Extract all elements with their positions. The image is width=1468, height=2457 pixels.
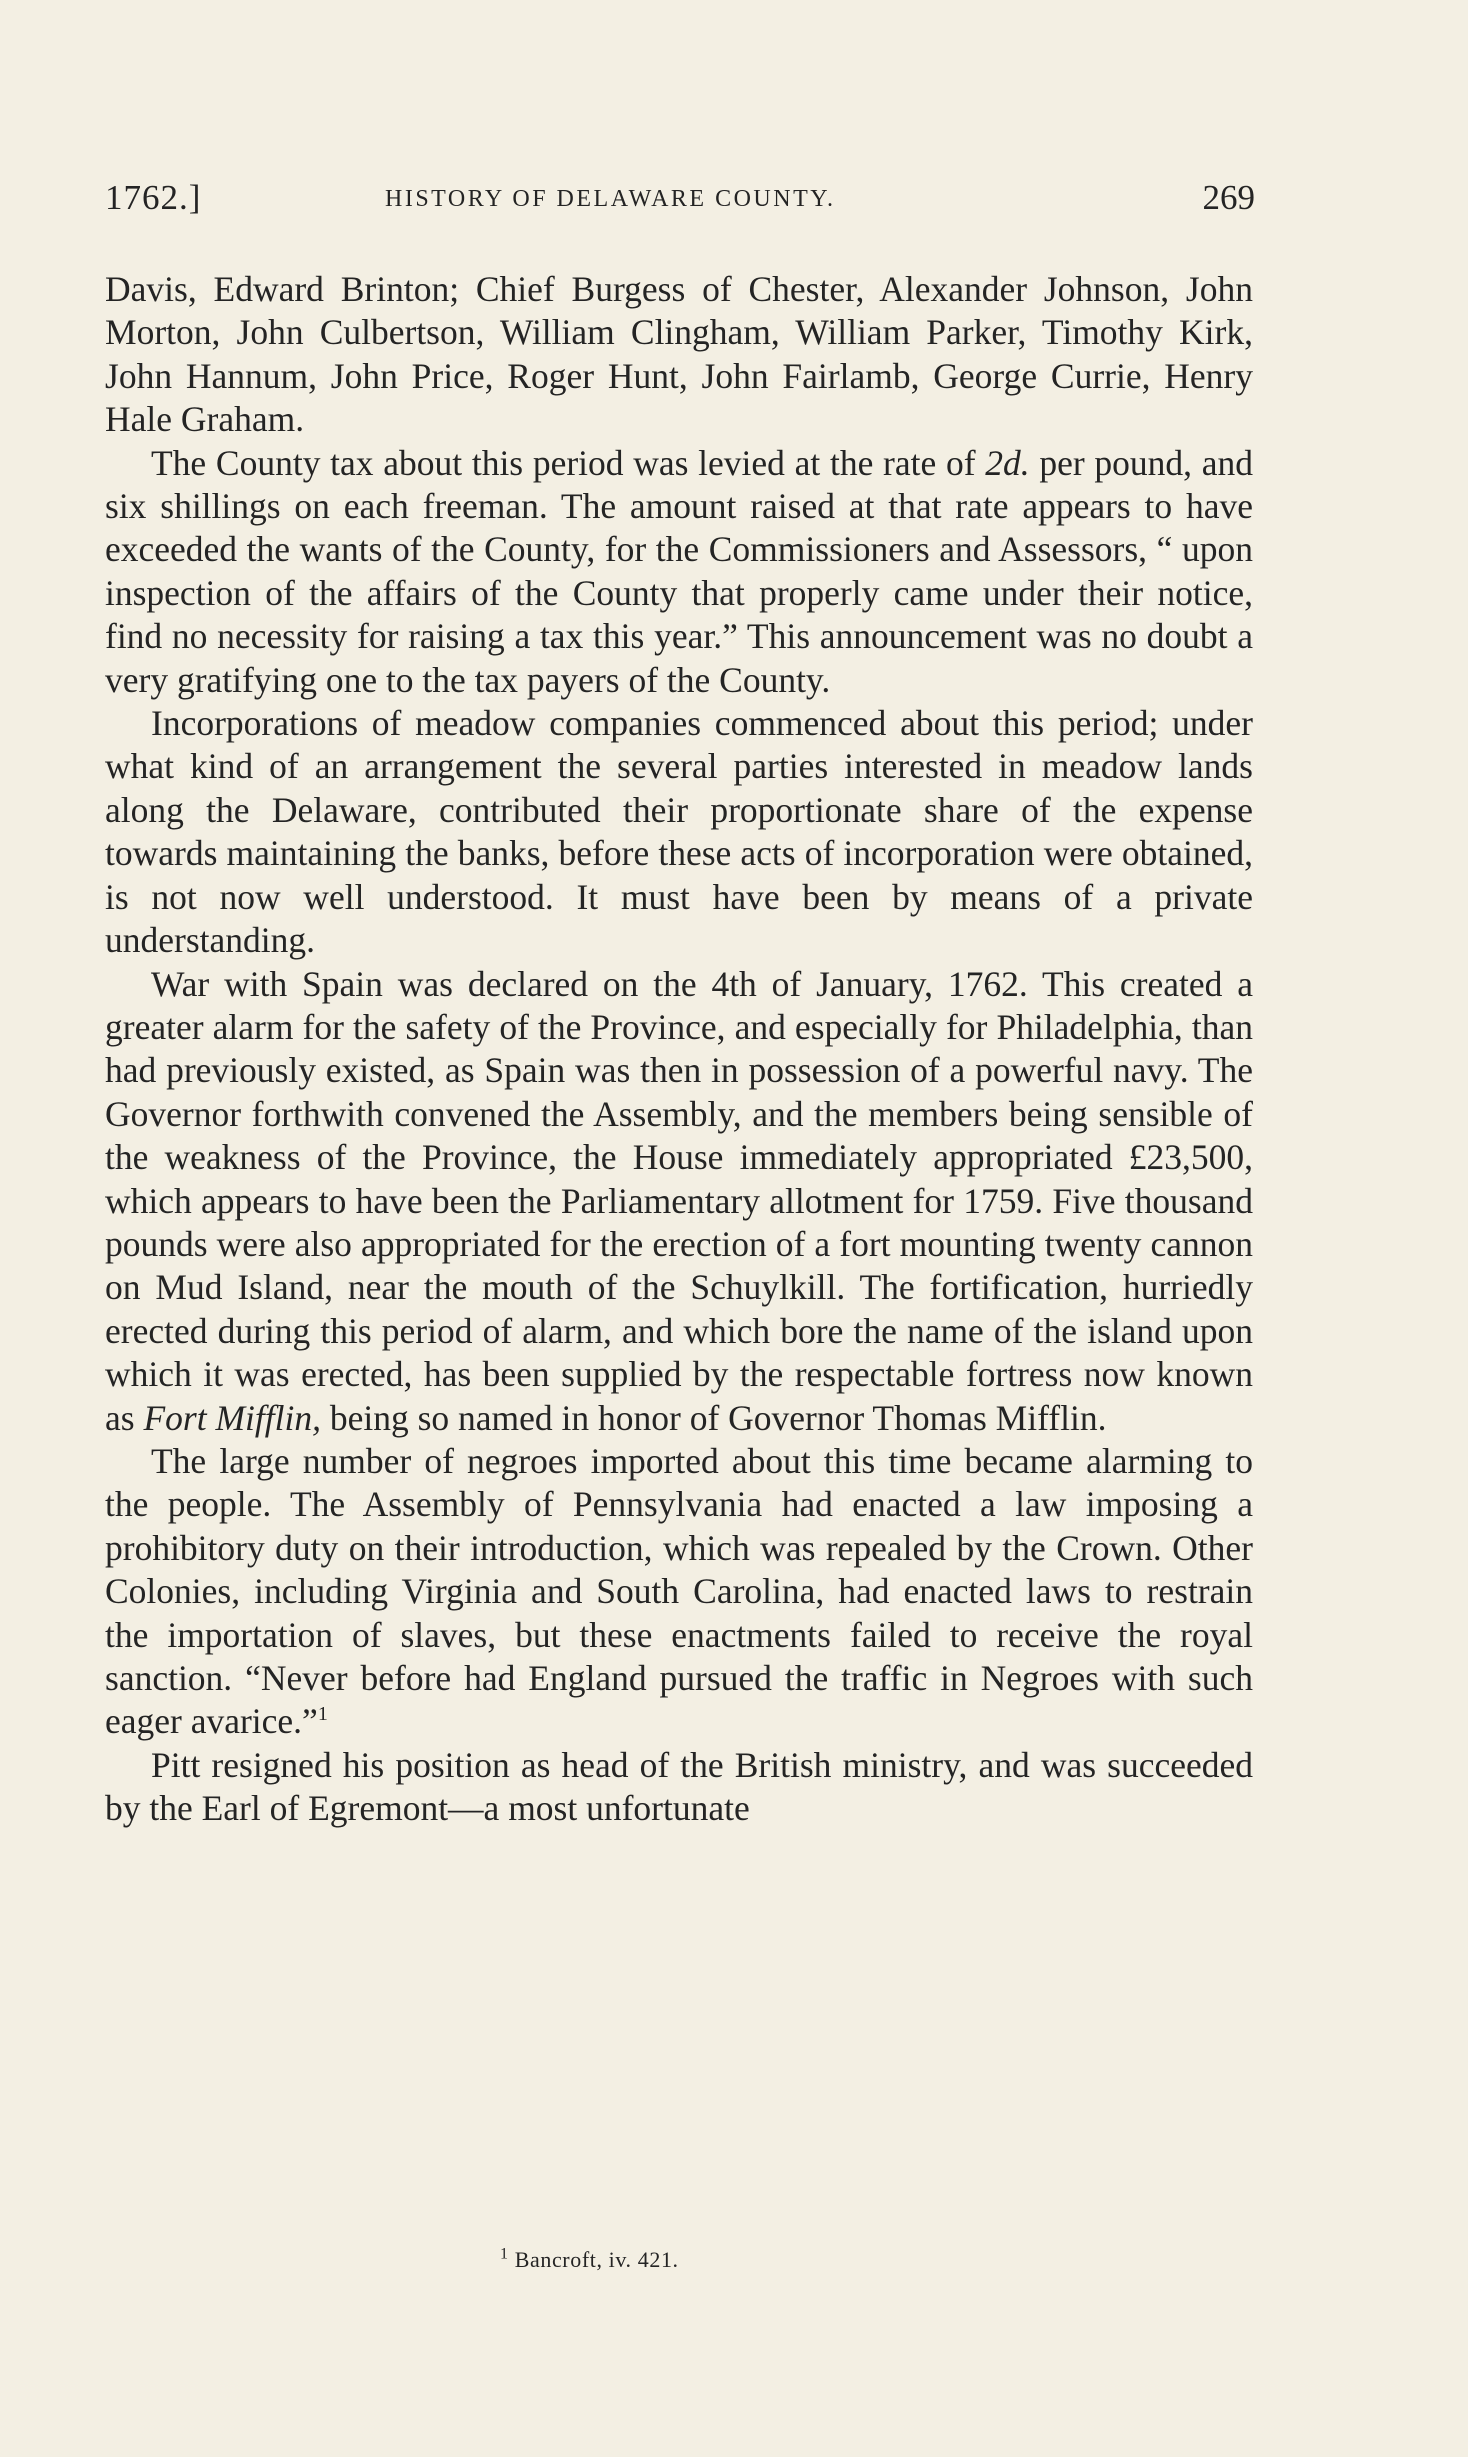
- paragraph-war-with-spain: [105, 963, 1253, 1440]
- body-text: [105, 268, 1253, 1831]
- paragraph-meadow-companies: Incorporations of meadow companies commenced about this period; under what kind of an arrangement the several parties interested in meadow lands along the Delaware, contributed their proportionate share of the expense towards maintaining the banks, before these acts of incorporation were obtained, is not now well understood. It must have been by means of a private understanding.: [105, 703, 1253, 961]
- italic-text: 2d.: [985, 442, 1030, 483]
- text-run: War with Spain was declared on the 4th of January, 1762. This created a greater alarm for the safety of the Province, and especially for Philadelphia, than had previously existed, as Spain was then in possession of a powerful navy. The Governor forthwith convened the Assembly, and the members being sensible of the weakness of the Province, the House immediately appropriated £23,500, which appears to have been the Parliamentary allotment for 1759. Five thousand pounds were also appropriated for the erection of a fort mounting twenty cannon on Mud Island, near the mouth of the Schuylkill. The fortification, hurriedly erected during this period of alarm, and which bore the name of the island upon which it was erected, has been supplied by the respectable fortress now known as: [105, 963, 1253, 1438]
- text-run: per pound, and six shillings on each freeman. The amount raised at that rate appears to have exceeded the wants of the County, for the Commissioners and Assessors, “ upon inspection of the affairs of the County that properly came under their notice, find no necessity for raising a tax this year.” This announcement was no doubt a very gratifying one to the tax payers of the County.: [105, 442, 1253, 700]
- text-run: The County tax about this period was levied at the rate of: [151, 442, 986, 483]
- footnote-reference: 1: [317, 1703, 328, 1726]
- paragraph-pitt-resigned: Pitt resigned his position as head of the British ministry, and was succeeded by the Earl of Egremont—a most unfortunate: [105, 1744, 1253, 1829]
- footnote-text: Bancroft, iv. 421.: [508, 2247, 679, 2272]
- paragraph-negroes-imported: [105, 1440, 1253, 1744]
- running-head-title: HISTORY OF DELAWARE COUNTY.: [385, 186, 836, 212]
- paragraph-county-tax: [105, 442, 1253, 702]
- footnote-mark: 1: [500, 2245, 509, 2263]
- paragraph-officers-list: Davis, Edward Brinton; Chief Burgess of Chester, Alexander Johnson, John Morton, John Culbertson, William Clingham, William Parker, Timothy Kirk, John Hannum, John Price, Roger Hunt, John Fairlamb, George Currie, Henry Hale Graham.: [105, 269, 1253, 440]
- running-head: [105, 178, 1255, 228]
- text-run: being so named in honor of Governor Thomas Mifflin.: [320, 1397, 1107, 1438]
- running-head-year: 1762.]: [105, 178, 202, 217]
- text-run: The large number of negroes imported about this time became alarming to the people. The Assembly of Pennsylvania had enacted a law imposing a prohibitory duty on their introduction, which was repealed by the Crown. Other Colonies, including Virginia and South Carolina, had enacted laws to restrain the importation of slaves, but these enactments failed to receive the royal sanction. “Never before had England pursued the traffic in Negroes with such eager avarice.”: [105, 1440, 1253, 1742]
- page-number: 269: [1202, 178, 1255, 217]
- footnote: [500, 2247, 679, 2273]
- italic-text: Fort Mifflin,: [143, 1397, 321, 1438]
